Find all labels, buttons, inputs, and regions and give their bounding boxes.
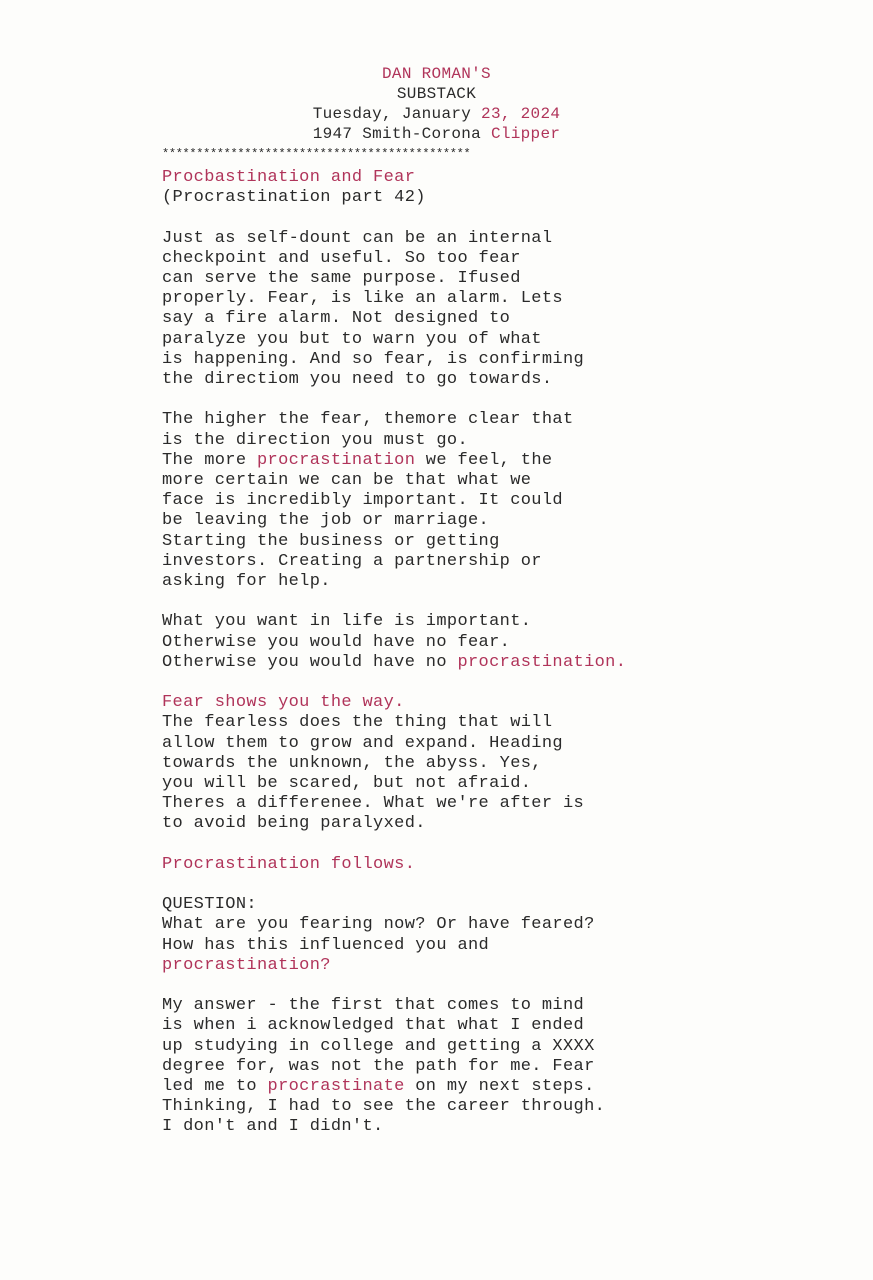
blank-line	[162, 875, 722, 895]
paragraph-2-line: more certain we can be that what we	[162, 471, 532, 491]
paragraph-2-line: investors. Creating a partnership or	[162, 551, 542, 571]
answer-line	[162, 1077, 722, 1097]
star-divider: *********************************************	[162, 147, 471, 161]
author-name: DAN ROMAN'S	[382, 65, 491, 83]
highlighted-phrase: Procrastination follows	[162, 854, 405, 874]
answer-line: up studying in college and getting a XXXX	[162, 1036, 595, 1056]
blank-line	[162, 208, 722, 228]
date-prefix: Tuesday, January	[312, 105, 482, 123]
typewriter-highlight: Clipper	[490, 125, 561, 143]
answer-line: I don't and I didn't.	[162, 1117, 384, 1137]
paragraph-3-line: What you want in life is important.	[162, 612, 532, 632]
text-run: led me to	[162, 1077, 268, 1097]
answer-line: degree for, was not the path for me. Fear	[162, 1056, 595, 1076]
blank-line	[162, 390, 722, 410]
question-line: What are you fearing now? Or have feared?	[162, 915, 595, 935]
paragraph-1-line: the directiom you need to go towards.	[162, 370, 553, 390]
question-line: How has this influenced you and	[162, 935, 490, 955]
blank-line	[162, 835, 722, 855]
paragraph-4-line: to avoid being paralyxed.	[162, 814, 426, 834]
paragraph-1-line: say a fire alarm. Not designed to	[162, 309, 511, 329]
question-label: QUESTION:	[162, 895, 257, 915]
publication-name: SUBSTACK	[396, 85, 477, 103]
paragraph-1-line: properly. Fear, is like an alarm. Lets	[162, 289, 563, 309]
answer-line: Thinking, I had to see the career through.	[162, 1097, 606, 1117]
paragraph-4-line: The fearless does the thing that will	[162, 713, 553, 733]
paragraph-1-line: can serve the same purpose. Ifused	[162, 269, 521, 288]
paragraph-2-line: Starting the business or getting	[162, 531, 500, 551]
question-line: procrastination?	[162, 955, 331, 975]
paragraph-2-line: is the direction you must go.	[162, 430, 468, 450]
post-title: Procbastination and Fear	[162, 168, 416, 187]
paragraph-4-line: you will be scared, but not afraid.	[162, 774, 532, 794]
post-subtitle: (Procrastination part 42)	[162, 188, 426, 208]
highlighted-word: procrastination	[256, 450, 416, 470]
paragraph-3-line: Otherwise you would have no fear.	[162, 632, 511, 652]
post-date	[0, 104, 873, 124]
paragraph-4-line: towards the unknown, the abyss. Yes,	[162, 753, 542, 773]
text-run: The more	[162, 450, 257, 470]
paragraph-1-line: checkpoint and useful. So too fear	[162, 248, 521, 268]
answer-line: My answer - the first that comes to mind	[162, 996, 585, 1016]
page-header	[0, 64, 873, 144]
paragraph-2-line: asking for help.	[162, 572, 331, 592]
paragraph-2-line	[162, 451, 722, 471]
paragraph-1-line: is happening. And so fear, is confirming	[162, 349, 585, 369]
blank-line	[162, 592, 722, 612]
post-body	[162, 168, 722, 1138]
paragraph-2-line: The higher the fear, themore clear that	[162, 410, 574, 430]
paragraph-3-line	[162, 653, 722, 673]
text-run: Otherwise you would have no	[162, 652, 458, 672]
blank-line	[162, 673, 722, 693]
paragraph-2-line: be leaving the job or marriage.	[162, 511, 490, 531]
paragraph-2-line: face is incredibly important. It could	[162, 491, 563, 511]
text-run: we feel, the	[415, 450, 553, 470]
paragraph-5-line	[162, 855, 722, 875]
paragraph-1-line: Just as self-dount can be an internal	[162, 228, 553, 248]
answer-line: is when i acknowledged that what I ended	[162, 1016, 585, 1036]
paragraph-1-line: paralyze you but to warn you of what	[162, 329, 542, 349]
section-heading: Fear shows you the way.	[162, 693, 405, 713]
typewriter-prefix: 1947 Smith-Corona	[312, 125, 491, 143]
typewriter-model	[0, 124, 873, 144]
text-run: .	[404, 854, 416, 874]
date-highlight: 23, 2024	[481, 105, 561, 123]
highlighted-word: procrastinate	[267, 1077, 405, 1097]
highlighted-word: procrastination.	[457, 652, 627, 672]
paragraph-4-line: Theres a differenee. What we're after is	[162, 794, 585, 814]
blank-line	[162, 976, 722, 996]
text-run: on my next steps.	[404, 1077, 595, 1097]
paragraph-4-line: allow them to grow and expand. Heading	[162, 733, 563, 753]
